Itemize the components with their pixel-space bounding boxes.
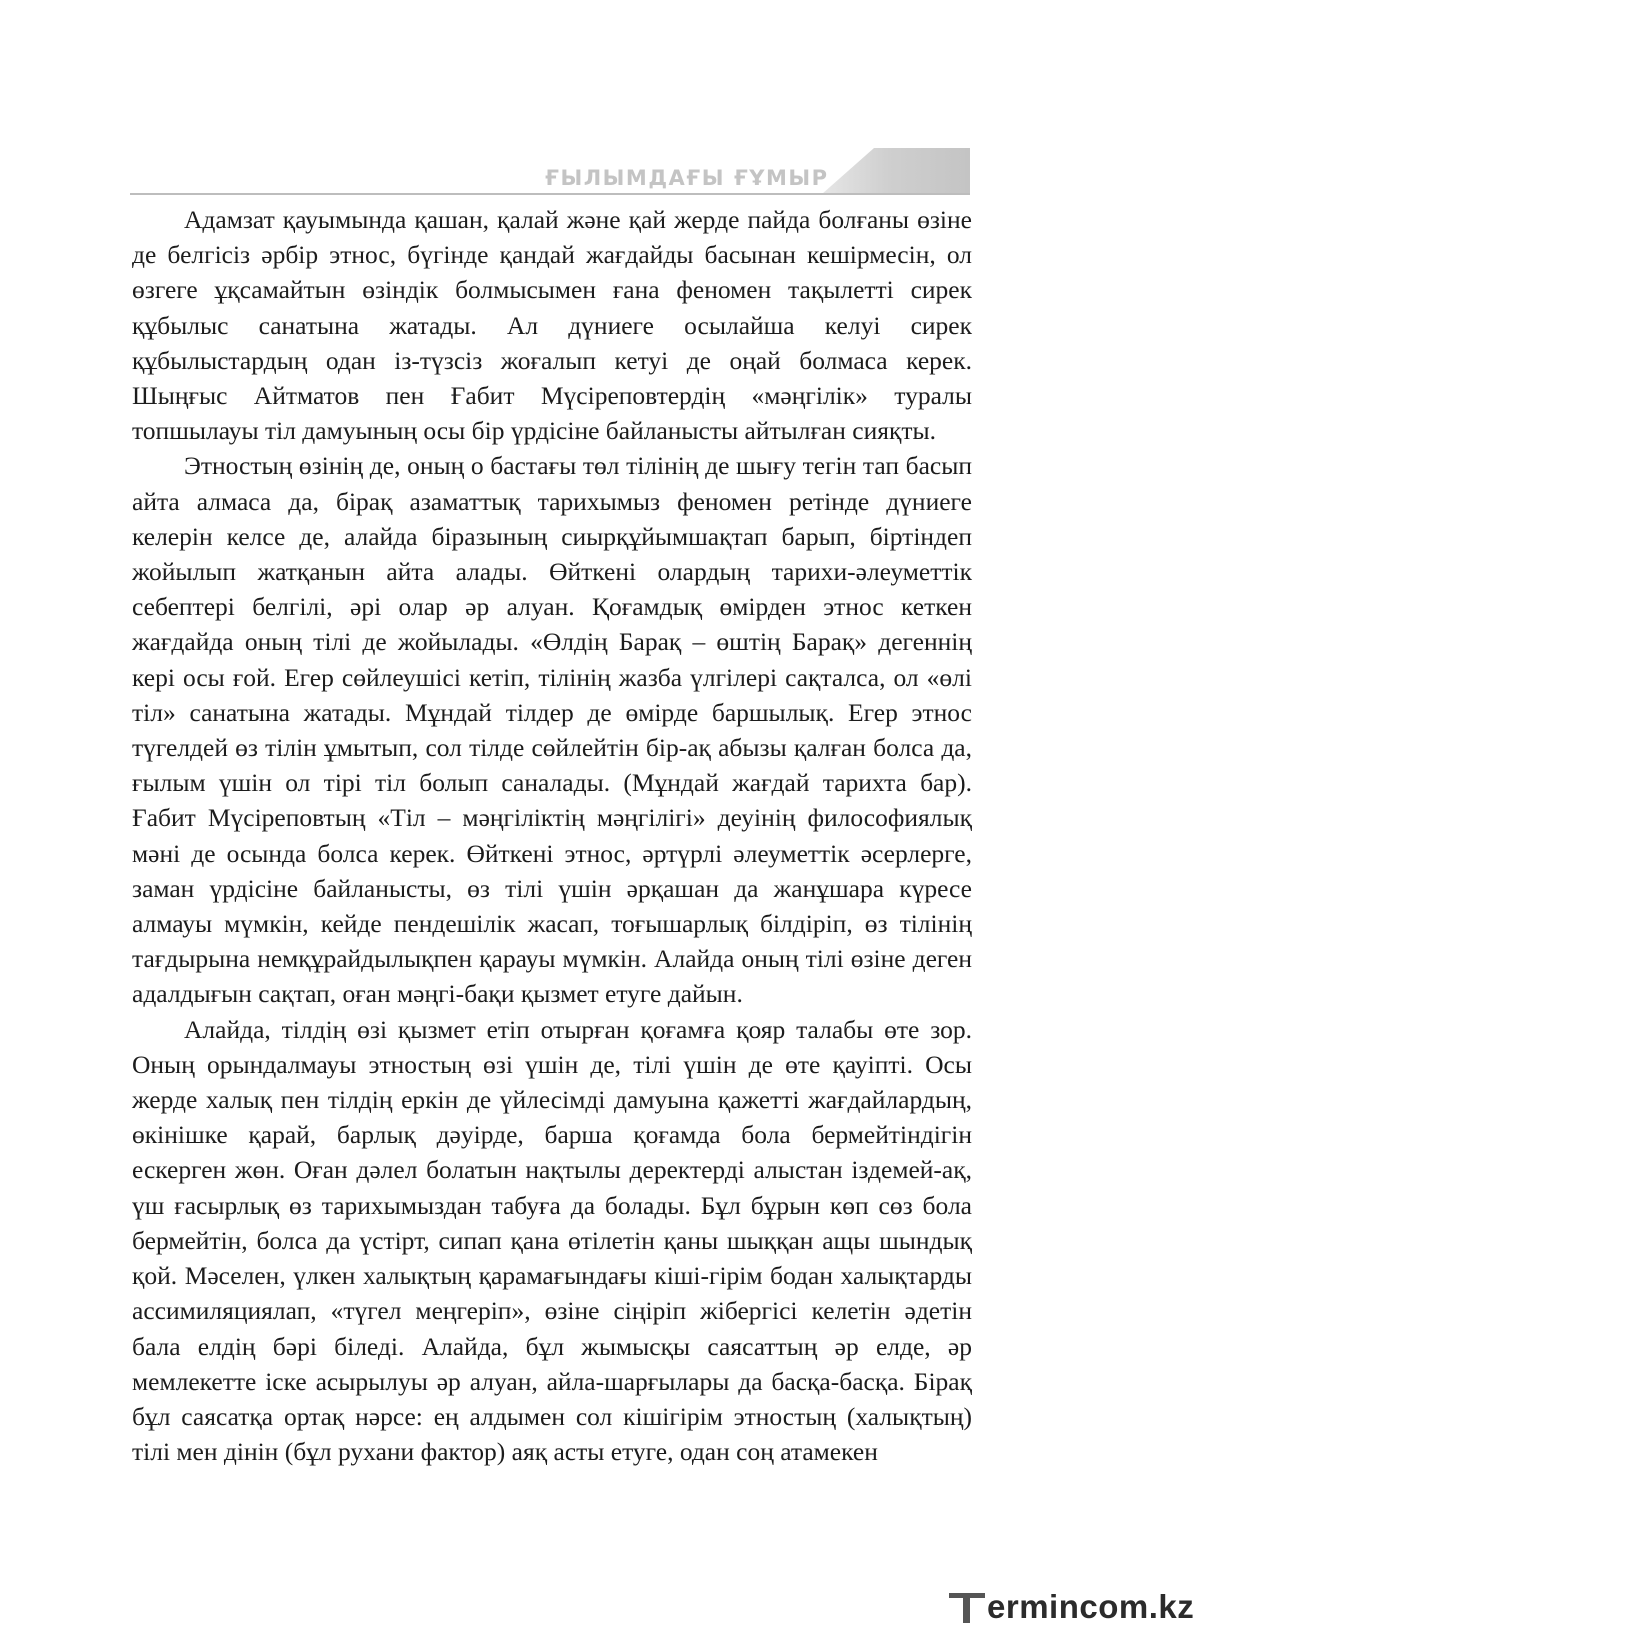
paragraph: Этностың өзінің де, оның о бастағы төл тілінің де шығу тегін тап басып айта алмаса да, бірақ азаматтық тарихымыз феномен ретінде дүниеге келерін келсе де, алайда біразының сиырқұйымшақтап барып, біртіндеп жойылып жатқанын айта алады. Өйткені олардың тарихи-әлеуметтік себептері белгілі, әрі олар әр алуан. Қоғамдық өмірден этнос кеткен жағдайда оның тілі де жойылады. «Өлдің Барақ – өштің Барақ» дегеннің кері осы ғой. Егер сөйлеушісі кетіп, тілінің жазба үлгілері сақталса, ол «өлі тіл» санатына жатады. Мұндай тілдер де өмірде баршылық. Егер этнос түгелдей өз тілін ұмытып, сол тілде сөйлейтін бір-ақ абызы қалған болса да, ғылым үшін ол тірі тіл болып саналады. (Мұндай жағдай тарихта бар). Ғабит Мүсіреповтың «Тіл – мәңгіліктің мәңгілігі» деуінің философиялық мәні де осында болса керек. Өйткені этнос, әртүрлі әлеуметтік әсерлерге, заман үрдісіне байланысты, өз тілі үшін әрқашан да жанұшара күресе алмауы мүмкін, кейде пендешілік жасап, тоғышарлық білдіріп, өз тілінің тағдырына немқұрайдылықпен қарауы мүмкін. Алайда оның тілі өзіне деген адалдығын сақтап, оған мәңгі-бақи қызмет етуге дайын.: [132, 451, 972, 1009]
running-header: [130, 142, 1630, 197]
header-rule: [130, 193, 970, 195]
termincom-logo-icon: [947, 1588, 987, 1628]
paragraph: Алайда, тілдің өзі қызмет етіп отырған қоғамға қояр талабы өте зор. Оның орындалмауы этностың өзі үшін де, тілі үшін де өте қауіпті. Осы жерде халық пен тілдің еркін де үйлесімді дамуына қажетті жағдайлардың, өкінішке қарай, барлық дәуірде, барша қоғамда бола бермейтіндігін ескерген жөн. Оған дәлел болатын нақтылы деректерді алыстан іздемей-ақ, үш ғасырлық өз тарихымыздан табуға да болады. Бұл бұрын көп сөз бола бермейтін, болса да үстірт, сипап қана өтілетін қаны шыққан ащы шындық қой. Мәселен, үлкен халықтың қарамағындағы кіші-гірім бодан халықтарды ассимиляциялап, «түгел меңгеріп», өзіне сіңіріп жібергісі келетін әдетін бала елдің бәрі біледі. Алайда, бұл жымысқы саясаттың әр елде, әр мемлекетте іске асырылуы әр алуан, айла-шарғылары да басқа-басқа. Бірақ бұл саясатқа ортақ нәрсе: ең алдымен сол кішігірім этностың (халықтың) тілі мен дінін (бұл рухани фактор) аяқ асты етуге, одан соң атамекен: [132, 1014, 972, 1467]
page-tab-shape: [822, 148, 970, 194]
termincom-watermark: [947, 1588, 1195, 1628]
running-header-title: ҒЫЛЫМДАҒЫ ҒҰМЫР: [545, 166, 829, 190]
page-number: 101: [1594, 158, 1630, 184]
page-number-tab: [822, 148, 1630, 194]
body-text: [132, 202, 972, 1469]
paragraph: Адамзат қауымында қашан, қалай және қай жерде пайда болғаны өзіне де белгісіз әрбір этнос, бүгінде қандай жағдайды басынан кешірмесін, ол өзгеге ұқсамайтын өзіндік болмысымен ғана феномен тақылетті сирек құбылыс санатына жатады. Ал дүниеге осылайша келуі сирек құбылыстардың одан із-түзсіз жоғалып кетуі де оңай болмаса керек. Шыңғыс Айтматов пен Ғабит Мүсіреповтердің «мәңгілік» туралы топшылауы тіл дамуының осы бір үрдісіне байланысты айтылған сияқты.: [132, 205, 972, 446]
termincom-logo-text: ermincom.kz: [987, 1588, 1195, 1625]
